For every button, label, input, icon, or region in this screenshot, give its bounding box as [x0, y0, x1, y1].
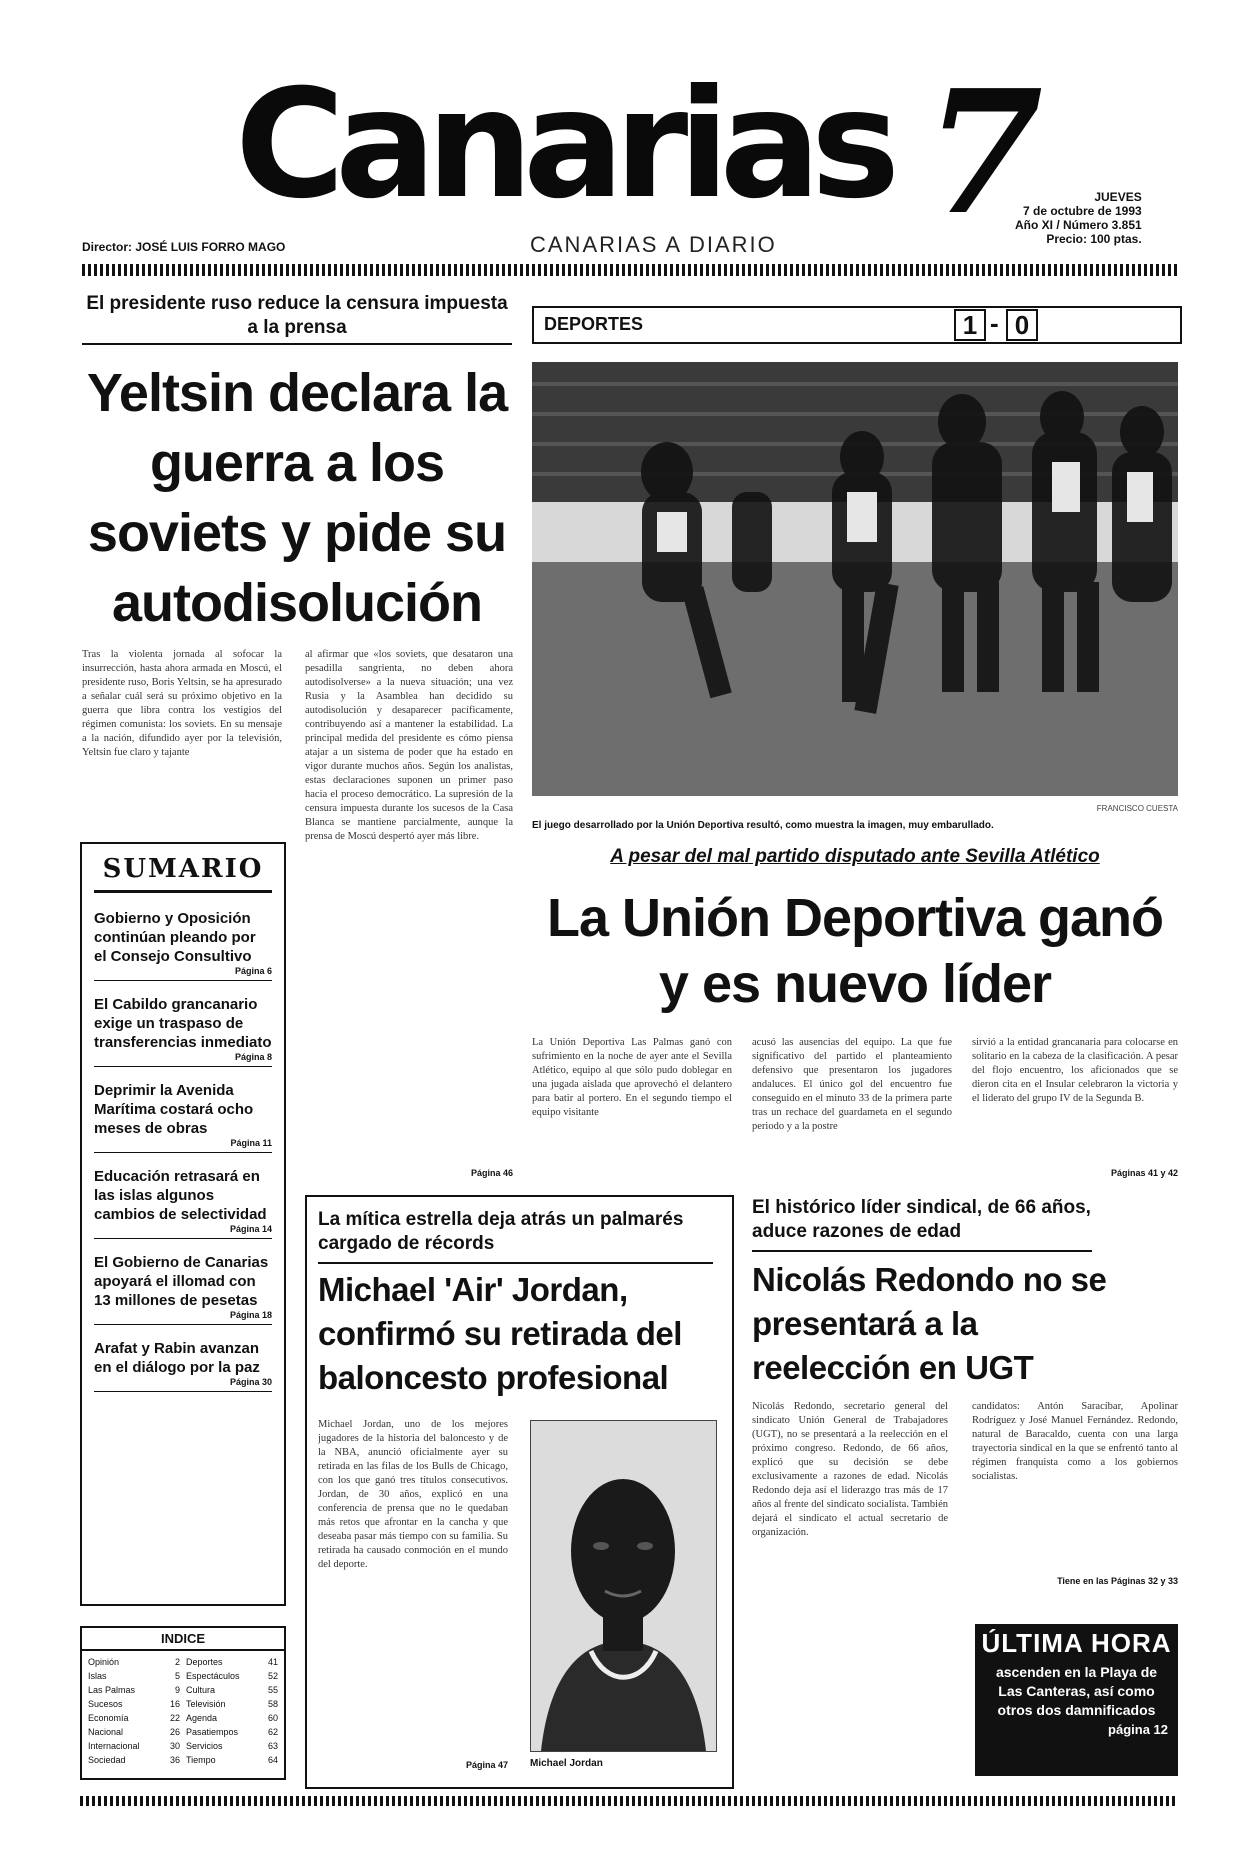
indice-cell-b: Televisión	[186, 1699, 226, 1709]
indice-cell-a: Las Palmas	[88, 1685, 136, 1695]
masthead-logo: Canarias	[235, 58, 891, 232]
score-away: 0	[1006, 309, 1038, 341]
indice-cell-b: Cultura	[186, 1685, 216, 1695]
indice-cell-an: 36	[169, 1755, 180, 1765]
indice-row	[88, 1655, 278, 1669]
deportes-section-label: DEPORTES	[544, 314, 644, 334]
redondo-kicker-rule	[752, 1250, 1092, 1252]
deportes-col3: sirvió a la entidad grancanaria para colocarse en solitario en la cabeza de la clasificación. A pesar del flojo encuentro, los aficionados que se dieron cita en el Insular celebraron la victoria y el liderato del grupo IV de la Segunda B.	[972, 1037, 1178, 1104]
indice-cell-b: Tiempo	[186, 1755, 216, 1765]
indice-cell-a: Islas	[88, 1671, 107, 1681]
ultima-hora-box	[975, 1624, 1178, 1776]
redondo-page-ref: Tiene en las Páginas 32 y 33	[1057, 1576, 1178, 1586]
indice-cell-an: 5	[174, 1671, 180, 1681]
masthead-date: 7 de octubre de 1993	[1022, 204, 1142, 218]
indice-cell-an: 16	[169, 1699, 180, 1709]
redondo-col2: candidatos: Antón Saracíbar, Apolinar Rodríguez y José Manuel Fernández. Redondo, natural de Baracaldo, cuenta con una larga trayectoria sindical en la que se enfrentó tanto al régimen franquista como a los gobiernos socialistas.	[972, 1401, 1178, 1482]
indice-cell-bn: 64	[267, 1755, 278, 1765]
indice-list	[82, 1651, 284, 1771]
indice-row	[88, 1753, 278, 1767]
redondo-col1: Nicolás Redondo, secretario general del sindicato Unión General de Trabajadores (UGT), no se presentará a la reelección en el próximo congreso. Redondo, de 66 años, explicó que su decisión se debe exclusivamente a razones de edad. Nicolás Redondo deja así el liderazgo tras más de 17 años al frente del sindicato socialista. También dejará el sindicato el actual secretario de organización.	[752, 1401, 948, 1538]
sumario-item	[94, 903, 272, 981]
sumario-item-text: El Cabildo grancanario exige un traspaso de transferencias inmediato	[94, 996, 272, 1051]
indice-cell-b: Espectáculos	[186, 1671, 240, 1681]
jordan-portrait	[531, 1421, 716, 1751]
sumario-item	[94, 1075, 272, 1153]
indice-cell-a: Opinión	[88, 1657, 120, 1667]
indice-cell-a: Economía	[88, 1713, 129, 1723]
football-scene	[532, 362, 1178, 796]
ultima-hora-page: página 12	[1108, 1722, 1168, 1737]
sumario-item-page: Página 8	[234, 1052, 272, 1062]
masthead-tagline: CANARIAS A DIARIO	[530, 232, 777, 257]
sumario-item-page: Página 18	[229, 1310, 272, 1320]
sumario-title-rule	[94, 890, 272, 893]
jordan-page-ref: Página 47	[465, 1760, 508, 1770]
masthead-price: Precio: 100 ptas.	[1046, 232, 1142, 246]
indice-cell-b: Pasatiempos	[186, 1727, 239, 1737]
sumario-item-text: Deprimir la Avenida Marítima costará ocho meses de obras	[94, 1082, 254, 1137]
redondo-headline: Nicolás Redondo no se presentará a la reelección en UGT	[752, 1261, 1107, 1386]
sumario-item-text: Educación retrasará en las islas algunos cambios de selectividad	[94, 1168, 267, 1223]
sumario-item-page: Página 30	[229, 1377, 272, 1387]
sumario-item-text: El Gobierno de Canarias apoyará el illomad con 13 millones de pesetas	[94, 1254, 269, 1309]
indice-row	[88, 1697, 278, 1711]
indice-cell-a: Sucesos	[88, 1699, 123, 1709]
indice-cell-a: Internacional	[88, 1741, 140, 1751]
indice-row	[88, 1669, 278, 1683]
photo-caption: El juego desarrollado por la Unión Deportiva resultó, como muestra la imagen, muy embarullado.	[532, 820, 994, 831]
sumario-item	[94, 1247, 272, 1325]
indice-cell-a: Sociedad	[88, 1755, 126, 1765]
indice-row	[88, 1725, 278, 1739]
yeltsin-kicker-rule	[82, 343, 512, 345]
indice-cell-bn: 63	[267, 1741, 278, 1751]
indice-cell-an: 2	[174, 1657, 180, 1667]
indice-cell-b: Deportes	[186, 1657, 223, 1667]
yeltsin-col1: Tras la violenta jornada al sofocar la insurrección, hasta ahora armada en Moscú, el presidente ruso, Boris Yeltsin, se ha apresurado a señalar cuál será su próximo objetivo en la guerra que libra contra los vestigios del régimen comunista: los soviets. En su mensaje a la nación, difundido ayer por la televisión, Yeltsin fue claro y tajante	[82, 649, 282, 758]
jordan-headline: Michael 'Air' Jordan, confirmó su retirada del baloncesto profesional	[318, 1271, 682, 1396]
sumario-item-page: Página 14	[229, 1224, 272, 1234]
deportes-col2: acusó las ausencias del equipo. La que fue significativo del partido el planteamiento defensivo que presentaron los jugadores andaluces. El único gol del encuentro fue conseguido en el minuto 33 de la primera parte tras un rechace del guardameta en el segundo periodo y a la postre	[752, 1037, 952, 1132]
indice-cell-bn: 55	[267, 1685, 278, 1695]
photo-credit: FRANCISCO CUESTA	[1096, 804, 1178, 813]
deportes-col1: La Unión Deportiva Las Palmas ganó con sufrimiento en la noche de ayer ante el Sevilla Atlético, equipo al que sólo pudo doblegar en una jugada aislada que aprovechó el delantero para batir al portero. En el segundo tiempo el equipo visitante	[532, 1037, 732, 1118]
indice-cell-an: 26	[169, 1727, 180, 1737]
masthead-logo-number: 7	[925, 53, 1044, 253]
jordan-photo	[530, 1420, 717, 1752]
sumario-item	[94, 989, 272, 1067]
masthead-weekday: JUEVES	[1094, 190, 1142, 204]
indice-cell-bn: 62	[267, 1727, 278, 1737]
indice-cell-bn: 58	[267, 1699, 278, 1709]
jordan-kicker: La mítica estrella deja atrás un palmarés cargado de récords	[318, 1209, 684, 1254]
jordan-kicker-rule	[318, 1262, 713, 1264]
indice-cell-a: Nacional	[88, 1727, 124, 1737]
masthead-dateinfo	[1015, 190, 1142, 246]
indice-cell-bn: 52	[267, 1671, 278, 1681]
score-home: 1	[954, 309, 986, 341]
indice-cell-bn: 60	[267, 1713, 278, 1723]
yeltsin-headline: Yeltsin declara la guerra a los soviets y pide su autodisolución	[86, 363, 508, 633]
sumario-item-text: Gobierno y Oposición continúan pleando por el Consejo Consultivo	[94, 910, 256, 965]
score-separator: -	[990, 308, 999, 338]
yeltsin-kicker: El presidente ruso reduce la censura impuesta a la prensa	[86, 293, 508, 338]
indice-cell-b: Servicios	[186, 1741, 223, 1751]
sumario-list	[82, 903, 284, 1392]
sumario-item-page: Página 6	[234, 966, 272, 976]
jordan-photo-caption: Michael Jordan	[530, 1758, 603, 1769]
indice-cell-an: 22	[169, 1713, 180, 1723]
deportes-kicker: A pesar del mal partido disputado ante Sevilla Atlético	[610, 846, 1100, 867]
yeltsin-page-ref: Página 46	[470, 1168, 513, 1178]
deportes-headline: La Unión Deportiva ganó y es nuevo líder	[546, 888, 1164, 1014]
sumario-item-page: Página 11	[230, 1138, 272, 1148]
sumario-item	[94, 1333, 272, 1392]
masthead-rule	[82, 264, 1180, 276]
indice-cell-bn: 41	[267, 1657, 278, 1667]
deportes-page-ref: Páginas 41 y 42	[1110, 1168, 1178, 1178]
ultima-hora-text: ascenden en la Playa de Las Canteras, así como otros dos damnificados	[995, 1664, 1158, 1718]
football-photo	[532, 362, 1178, 796]
indice-cell-b: Agenda	[186, 1713, 218, 1723]
indice-row	[88, 1739, 278, 1753]
footer-rule	[80, 1796, 1178, 1806]
sumario-title: SUMARIO	[102, 854, 264, 884]
jordan-body: Michael Jordan, uno de los mejores jugadores de la historia del baloncesto y de la NBA, anunció oficialmente ayer su retirada en las filas de los Bulls de Chicago, con los que ganó tres títulos consecutivos. Jordan, de 30 años, explicó en una conferencia de prensa que no le quedaban más retos que afrontar en la cancha y que deseaba pasar más tiempo con su familia. Su retirada ha causado conmoción en el mundo del deporte.	[318, 1419, 508, 1570]
masthead-director: Director: JOSÉ LUIS FORRO MAGO	[82, 240, 286, 254]
masthead-edition: Año XI / Número 3.851	[1015, 218, 1142, 232]
redondo-kicker: El histórico líder sindical, de 66 años, aduce razones de edad	[752, 1197, 1091, 1242]
ultima-hora-title: ÚLTIMA HORA	[981, 1628, 1172, 1658]
indice-title: INDICE	[82, 1628, 284, 1651]
sumario-item-text: Arafat y Rabin avanzan en el diálogo por la paz	[94, 1340, 260, 1376]
sumario-item	[94, 1161, 272, 1239]
indice-cell-an: 30	[169, 1741, 180, 1751]
yeltsin-col2: al afirmar que «los soviets, que desataron una pesadilla sangrienta, no deben ahora autodisolverse» a la nueva situación; una vez Rusia y la Asamblea han decidido su autodisolución y desaparecer pacíficamente, contribuyendo así a mantener la estabilidad. La principal medida del presidente es cómo piensa atajar a un sistema de poder que ha estado en vigor durante muchos años. Según los analistas, estas declaraciones suponen un primer paso hacia el proceso democrático. La supresión de la censura impuesta durante los sucesos de la Casa Blanca se mantiene parcialmente, aunque la prensa de Moscú despertó ayer más libre.	[305, 649, 513, 842]
sumario-box	[80, 842, 286, 1606]
indice-cell-an: 9	[174, 1685, 180, 1695]
deportes-header	[532, 306, 1182, 344]
indice-row	[88, 1711, 278, 1725]
indice-row	[88, 1683, 278, 1697]
indice-box	[80, 1626, 286, 1780]
